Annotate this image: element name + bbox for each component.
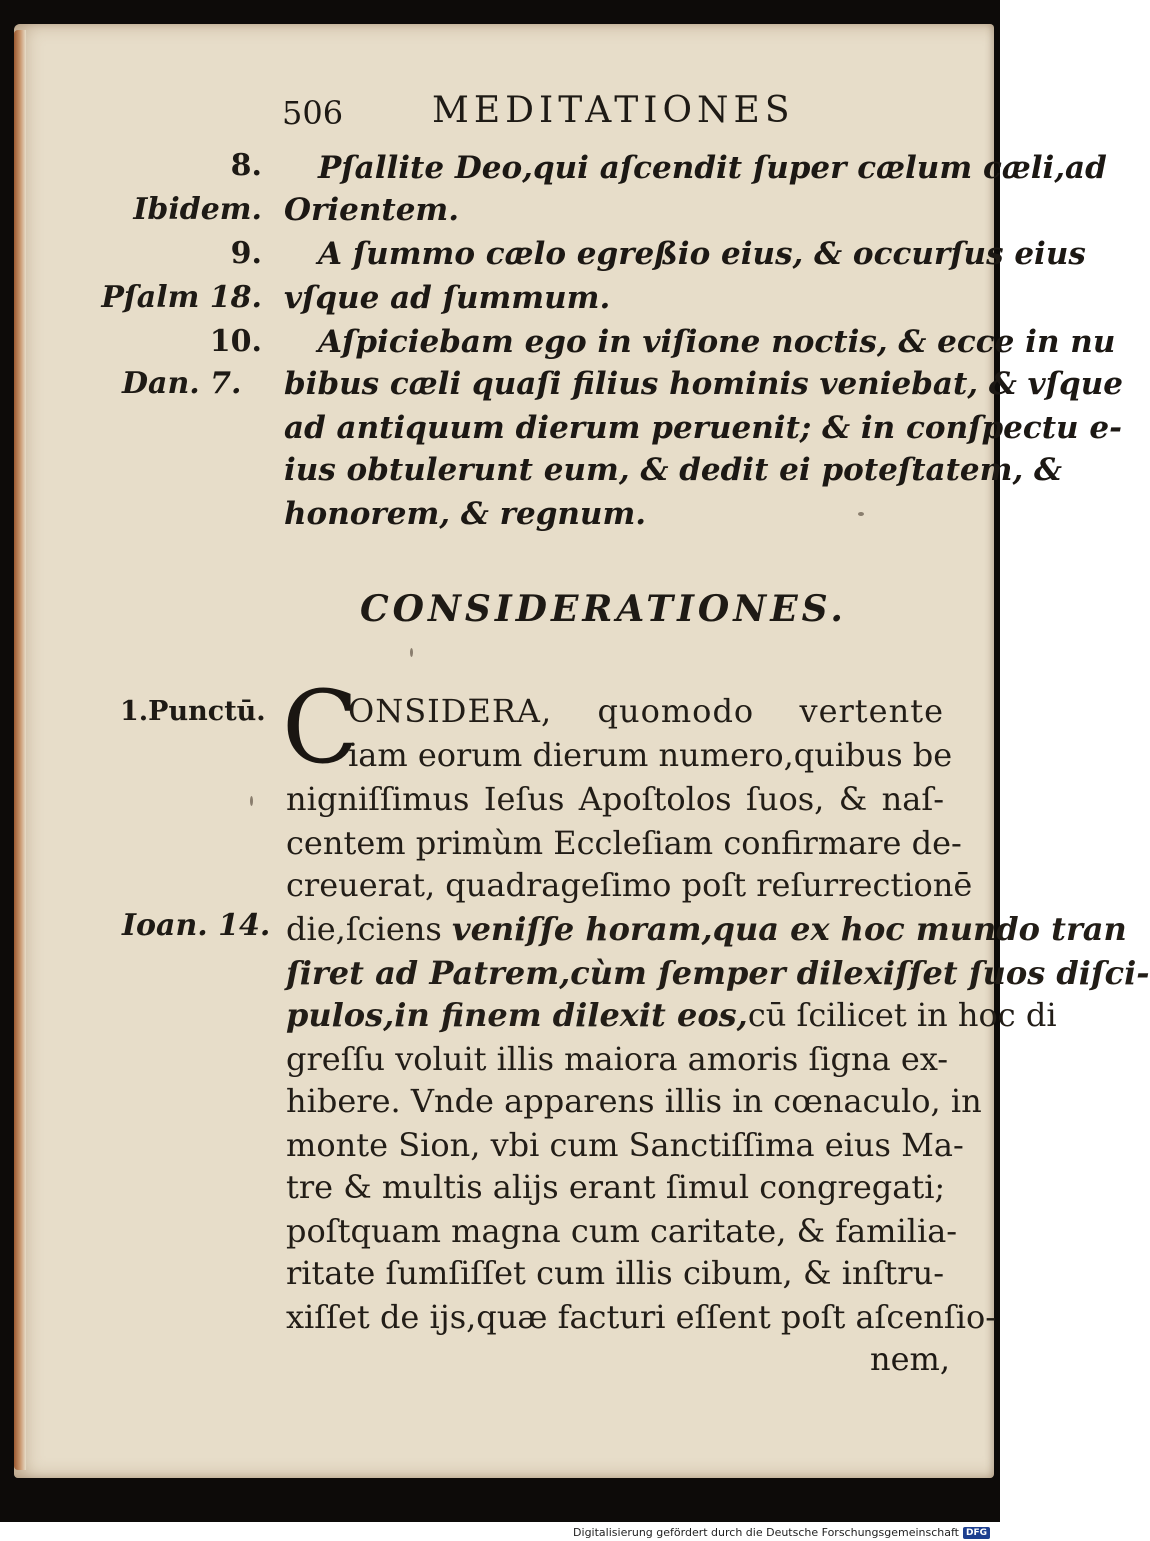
margin-note-punctum: 1.Punctū.: [120, 696, 266, 727]
body-line: [286, 910, 1127, 948]
verse-line: Aſpiciebam ego in viſione noctis, & ecce in nu: [318, 324, 1116, 360]
body-text-italic: pulos,in finem dilexit eos,: [286, 996, 748, 1034]
body-line: [286, 1040, 949, 1078]
margin-note: 8.: [230, 148, 262, 183]
verse-line: vſque ad ſummum.: [284, 280, 611, 316]
margin-note: 10.: [209, 324, 262, 359]
verse-line: bibus cæli quaſi filius hominis veniebat, & vſque: [284, 366, 1123, 402]
body-line: [286, 866, 973, 904]
margin-note: Pſalm 18.: [101, 280, 262, 315]
paper-speck: [858, 512, 864, 516]
digitization-credit: [573, 1526, 990, 1539]
paper-speck: [250, 796, 253, 806]
body-line: [286, 1212, 958, 1250]
drop-cap: C: [282, 669, 359, 786]
verse-line: A ſummo cælo egreßio eius, & occurſus eius: [318, 236, 1086, 272]
body-line: [286, 1298, 997, 1336]
margin-note: 9.: [230, 236, 262, 271]
body-text: creuerat, quadrageſimo poſt reſurrectionē: [286, 866, 973, 904]
paper-speck: [410, 648, 413, 657]
credit-text: Digitalisierung gefördert durch die Deutsche Forschungsgemeinschaft: [573, 1526, 959, 1539]
running-title: MEDITATIONES: [432, 90, 795, 131]
margin-note: Ibidem.: [133, 192, 262, 227]
body-line: [286, 1168, 944, 1206]
body-line: [286, 1082, 982, 1120]
verse-line: ad antiquum dierum peruenit; & in conſpectu e-: [284, 410, 1122, 446]
body-text: cū ſcilicet in hoc di: [747, 996, 1057, 1034]
body-line: [286, 780, 944, 818]
verse-line: ius obtulerunt eum, & dedit ei poteſtatem, &: [284, 452, 1063, 488]
body-text: poſtquam magna cum caritate, & familia-: [286, 1212, 958, 1250]
body-text: iam eorum dierum numero,quibus be: [348, 736, 953, 774]
verse-line: honorem, & regnum.: [284, 496, 647, 532]
body-text: ritate ſumſiſſet cum illis cibum, & inſtru-: [286, 1254, 944, 1292]
body-text: centem primùm Eccleſiam confirmare de-: [286, 824, 962, 862]
page-number: 506: [282, 94, 344, 132]
body-text-italic: veniſſe horam,qua ex hoc mundo tran: [451, 910, 1127, 948]
body-line: [286, 1254, 944, 1292]
page-binding-edge: [14, 30, 26, 1470]
body-line: [286, 996, 1057, 1034]
body-line: [348, 692, 944, 730]
body-text: hibere. Vnde apparens illis in cœnaculo, in: [286, 1082, 982, 1120]
dfg-logo-icon: DFG: [963, 1527, 990, 1539]
body-line: [348, 736, 953, 774]
section-heading: CONSIDERATIONES.: [360, 588, 847, 630]
margin-note: Dan. 7.: [122, 366, 242, 401]
verse-line: Pſallite Deo,qui aſcendit ſuper cælum cæli,ad: [318, 150, 1107, 186]
body-line: [286, 1126, 964, 1164]
verse-line: Orientem.: [284, 192, 460, 228]
body-text: tre & multis alijs erant ſimul congregati;: [286, 1168, 946, 1206]
body-text-italic: ſiret ad Patrem,cùm ſemper dilexiſſet ſuos diſci-: [286, 954, 1150, 992]
body-text: monte Sion, vbi cum Sanctiſſima eius Ma-: [286, 1126, 964, 1164]
body-line: [286, 954, 1150, 992]
body-text: greſſu voluit illis maiora amoris ſigna ex-: [286, 1040, 949, 1078]
body-line: [286, 824, 962, 862]
catchword: nem,: [870, 1340, 951, 1378]
body-text: nigniſſimus Ieſus Apoſtolos ſuos, & naſ-: [286, 780, 944, 818]
margin-note-reference: Ioan. 14.: [122, 908, 271, 943]
body-text: die,ſciens: [286, 910, 452, 948]
body-text: ONSIDERA, quomodo vertente: [348, 692, 944, 730]
body-text: xiſſet de ijs,quæ facturi eſſent poſt aſcenſio-: [286, 1298, 997, 1336]
